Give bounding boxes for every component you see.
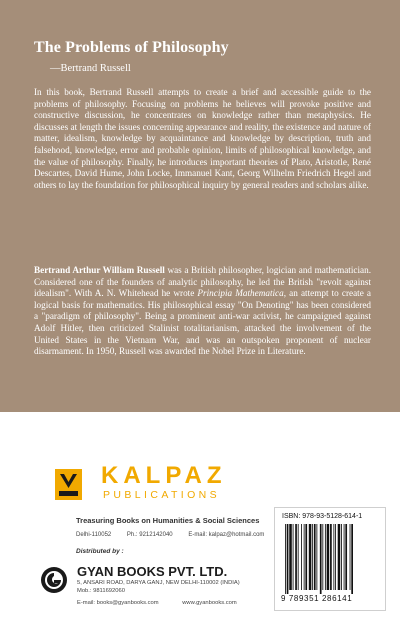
distributor-address: 5, ANSARI ROAD, DARYA GANJ, NEW DELHI-110002 (INDIA) (77, 580, 240, 586)
author-bio-paragraph (34, 265, 371, 358)
book-reference: Principia Mathematica (197, 288, 284, 299)
publisher-name: KALPAZ (101, 462, 227, 489)
isbn-barcode-box (274, 507, 386, 611)
publisher-tagline: Treasuring Books on Humanities & Social Sciences (76, 516, 260, 525)
barcode-digits: 9 789351 286141 (281, 594, 353, 603)
distributor-contact (77, 600, 259, 606)
gyan-logo-icon (40, 566, 68, 594)
distributor-name: GYAN BOOKS PVT. LTD. (77, 564, 228, 579)
publisher-email: E-mail: kalpaz@hotmail.com (188, 532, 265, 538)
publisher-panel (0, 412, 400, 618)
kalpaz-logo-icon (55, 469, 82, 500)
author-full-name: Bertrand Arthur William Russell (34, 265, 165, 275)
publisher-subtitle: PUBLICATIONS (103, 489, 221, 501)
bio-text-part1: was a British philosopher, logician and mathematician. Considered one of the founders of analytic philosophy, he led the British "revolt against idealism". With A. N. Whitehead he wrote (34, 265, 371, 299)
distributed-by-label: Distributed by : (76, 548, 124, 555)
book-author: —Bertrand Russell (50, 63, 131, 74)
distributor-email: E-mail: books@gyanbooks.com (77, 600, 159, 606)
publisher-city: Delhi-110052 (76, 532, 112, 538)
description-paragraph: In this book, Bertrand Russell attempts to create a brief and accessible guide to the problems of philosophy. Focusing on problems he believes will provoke positive and constructive discussion, he concentrates on knowledge rather than metaphysics. He discusses at length the issues concerning appearance and reality, the existence and nature of matter, idealism, knowledge by acquaintance and knowledge by description, truth and falsehood, knowledge, error and probable opinion, limits of philosophical knowledge, and the value of philosophy. Finally, he introduces important theories of Plato, Aristotle, René Descartes, David Hume, John Locke, Immanuel Kant, Georg Wilhelm Friedrich Hegel and others to lay the foundation for philosophical inquiry by general readers and scholars alike. (34, 87, 371, 190)
isbn-label: ISBN: 978-93-5128-614-1 (282, 513, 363, 520)
barcode-icon (281, 524, 379, 596)
book-title: The Problems of Philosophy (34, 39, 229, 56)
distributor-website: www.gyanbooks.com (182, 600, 237, 606)
publisher-phone: Ph.: 9212142040 (126, 532, 173, 538)
distributor-mobile: Mob.: 9811692060 (77, 588, 125, 594)
bio-text-part2: , an attempt to create a logical basis for mathematics. His philosophical essay "On Denoting" has been considered a "paradigm of philosophy". Being a prominent anti-war activist, he campaigned against Adolf Hitler, then criticized Stalinist totalitarianism, attacked the involvement of the United States in the Vietnam War, and was an outspoken proponent of nuclear disarmament. In 1950, Russell was awarded the Nobel Prize in Literature. (34, 288, 371, 357)
publisher-contact (76, 532, 278, 538)
